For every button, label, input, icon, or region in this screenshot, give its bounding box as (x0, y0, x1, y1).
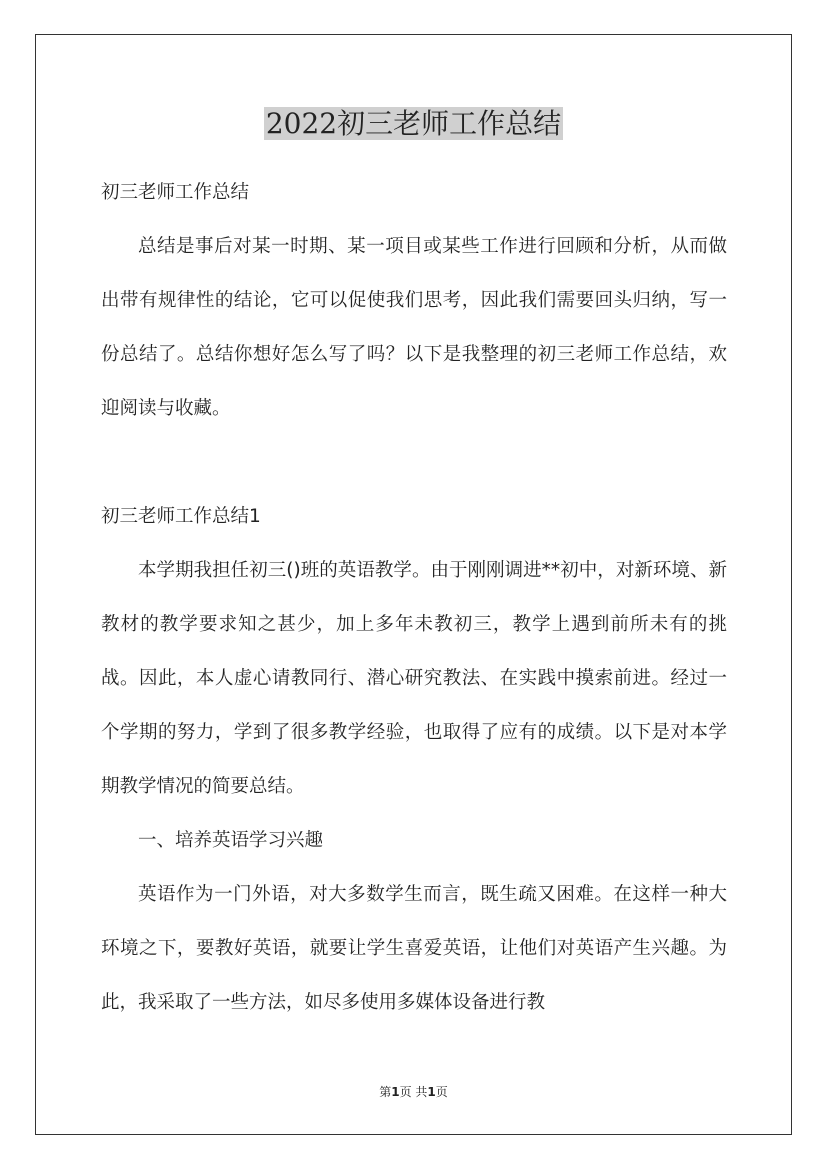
document-title (0, 104, 827, 144)
footer-total-pages: 1 (427, 1085, 436, 1099)
document-subtitle: 初三老师工作总结 (101, 182, 250, 203)
footer-mid: 页 共 (399, 1085, 428, 1099)
sub-heading: 一、培养英语学习兴趣 (138, 830, 324, 851)
footer-suffix: 页 (435, 1085, 448, 1099)
footer-current-page: 1 (391, 1085, 400, 1099)
page-footer (0, 1082, 827, 1102)
document-body (101, 166, 727, 1030)
footer-prefix: 第 (379, 1085, 392, 1099)
section-spacer (101, 436, 727, 490)
intro-paragraph: 总结是事后对某一时期、某一项目或某些工作进行回顾和分析，从而做出带有规律性的结论，它可以促使我们思考，因此我们需要回头归纳，写一份总结了。总结你想好怎么写了吗？以下是我整理的初三老师工作总结，欢迎阅读与收藏。 (101, 236, 727, 419)
body-paragraph: 本学期我担任初三()班的英语教学。由于刚刚调进**初中，对新环境、新教材的教学要求知之甚少，加上多年未教初三，教学上遇到前所未有的挑战。因此，本人虚心请教同行、潜心研究教法、在实践中摸索前进。经过一个学期的努力，学到了很多教学经验，也取得了应有的成绩。以下是对本学期教学情况的简要总结。 (101, 560, 727, 797)
document-title-text: 2022初三老师工作总结 (265, 107, 562, 140)
section-heading: 初三老师工作总结1 (101, 506, 261, 527)
body-paragraph: 英语作为一门外语，对大多数学生而言，既生疏又困难。在这样一种大环境之下，要教好英语，就要让学生喜爱英语，让他们对英语产生兴趣。为此，我采取了一些方法，如尽多使用多媒体设备进行教 (101, 884, 727, 1013)
